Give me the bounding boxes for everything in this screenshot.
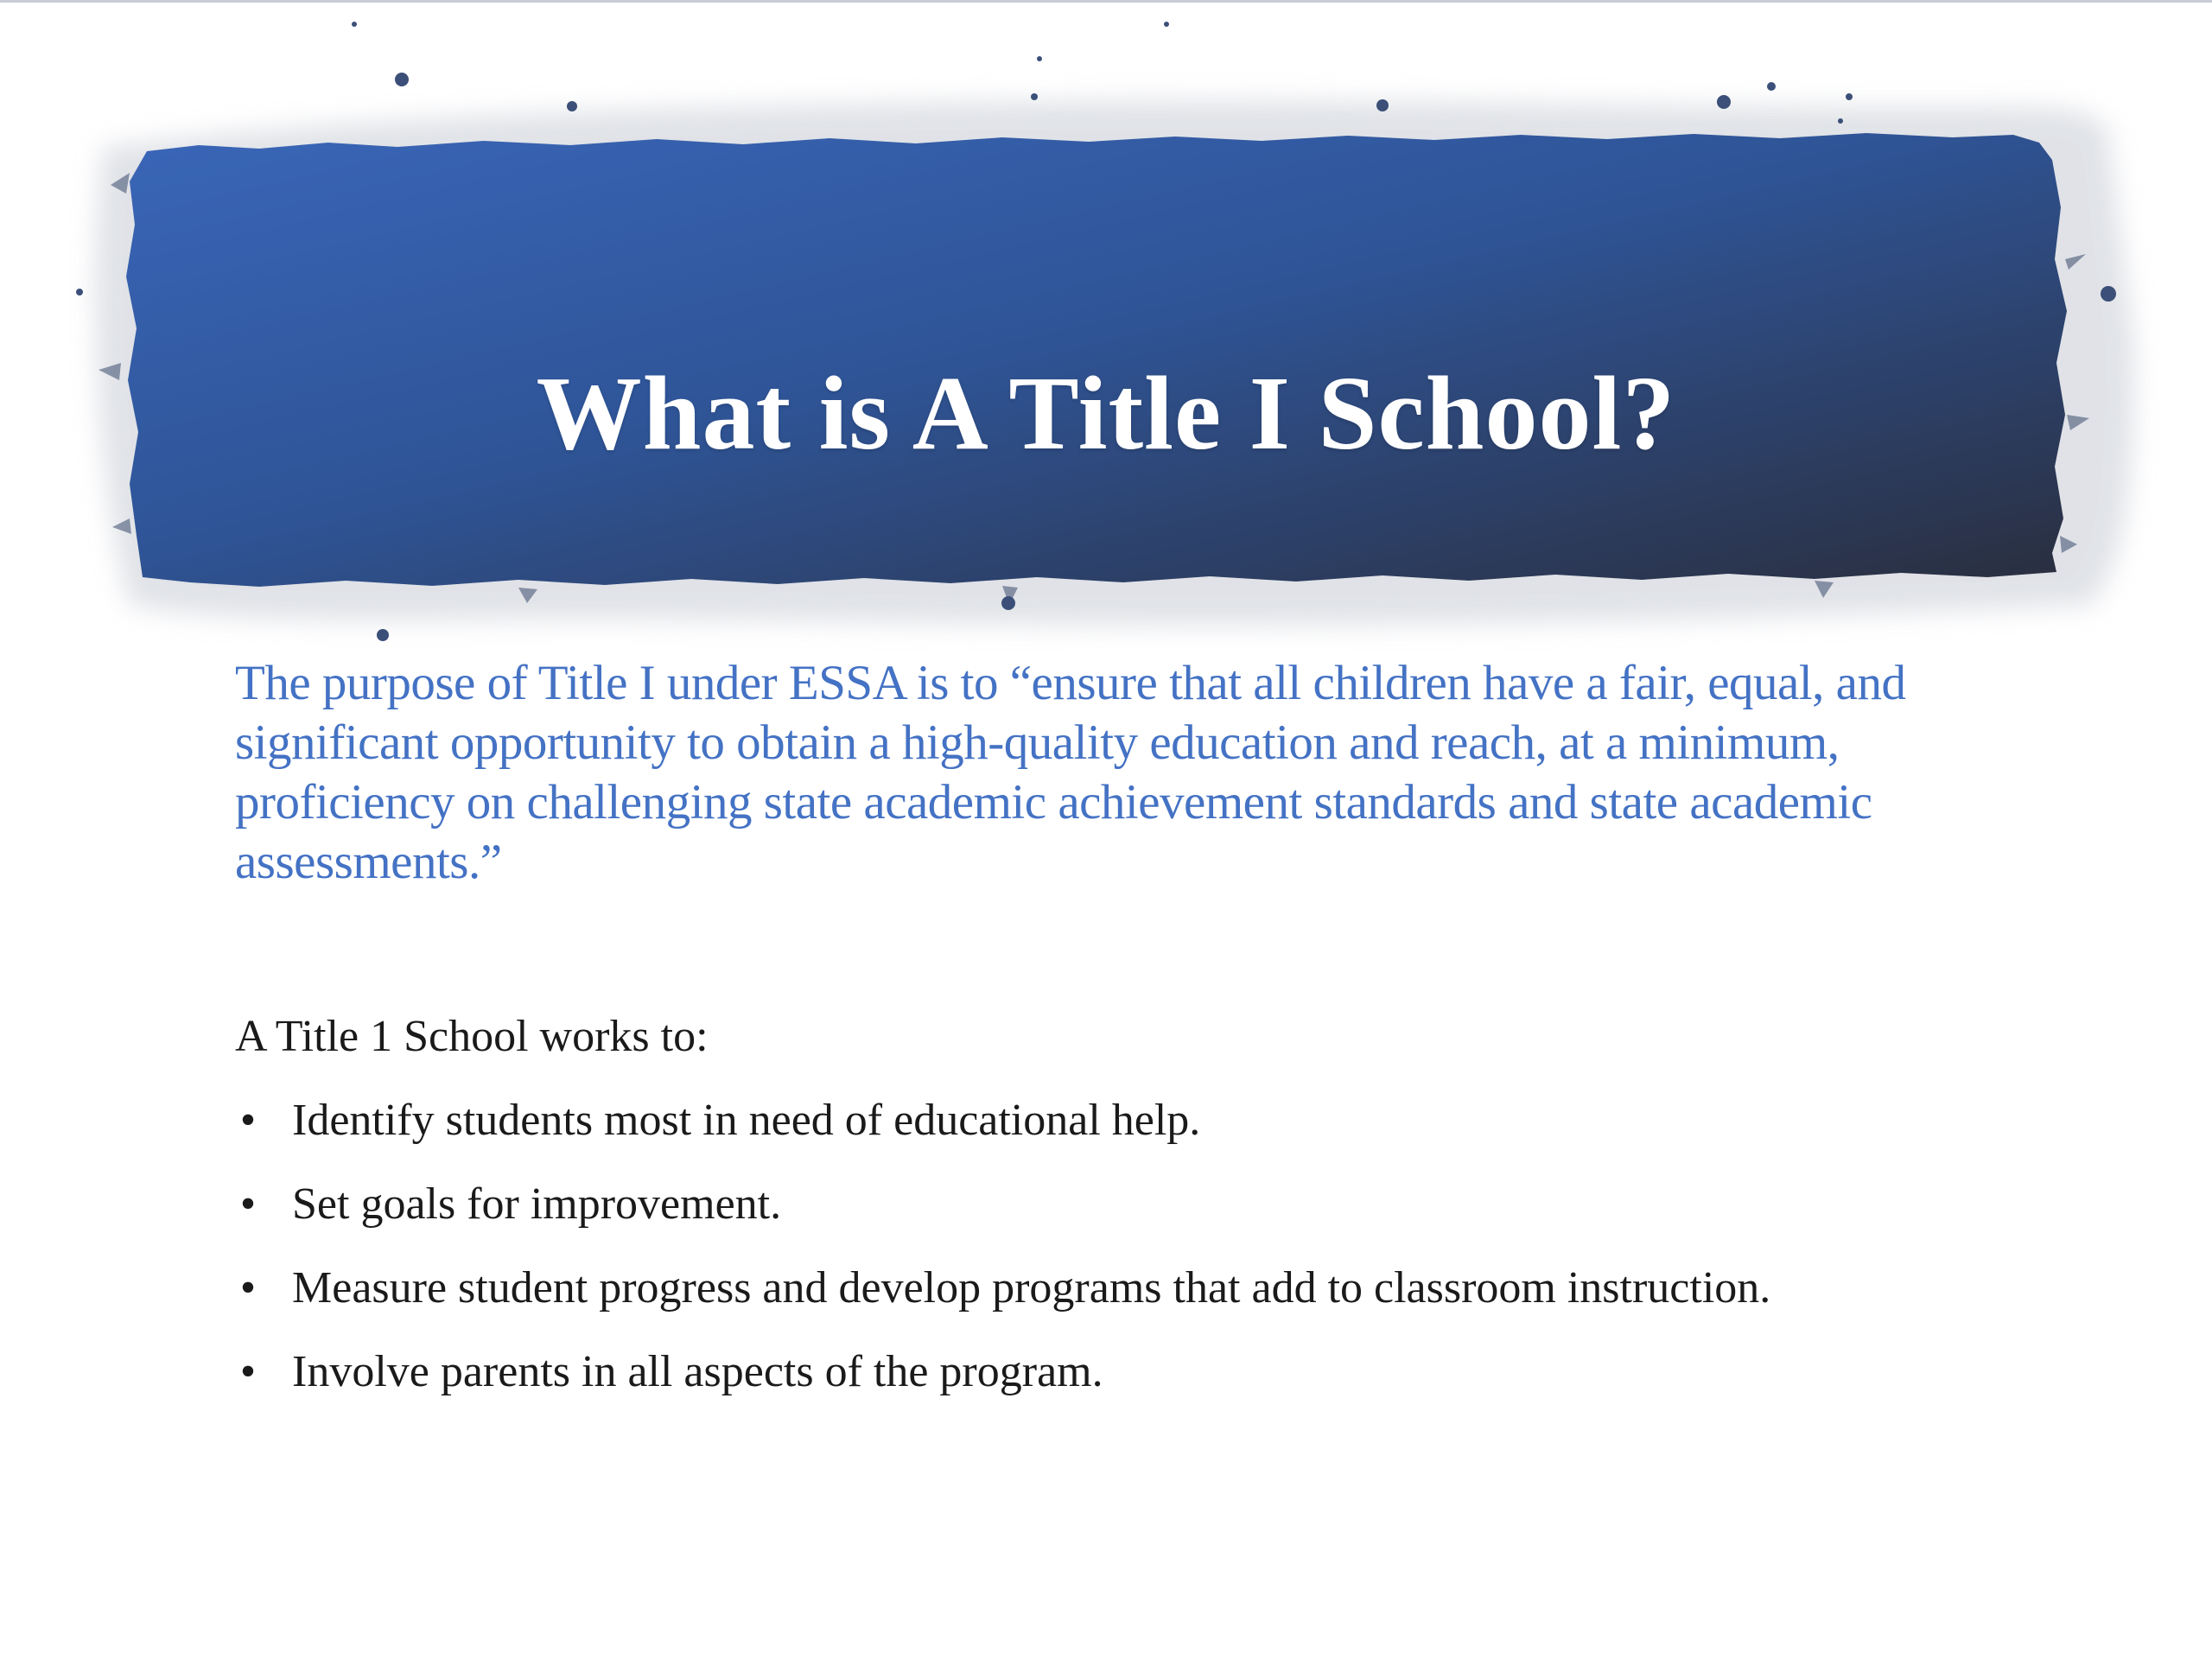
list-item bbox=[235, 1258, 1770, 1319]
bullet-icon: • bbox=[239, 1179, 257, 1229]
list-item-text: Identify students most in need of educational help. bbox=[292, 1096, 1201, 1145]
brush-stroke-background bbox=[0, 0, 2212, 674]
list-item bbox=[235, 1174, 1770, 1235]
bullet-icon: • bbox=[239, 1096, 257, 1145]
slide-title: What is A Title I School? bbox=[536, 354, 1676, 472]
works-to-intro: A Title 1 School works to: bbox=[235, 1012, 709, 1061]
title-banner bbox=[0, 0, 2212, 674]
goals-list bbox=[235, 1090, 1770, 1426]
essa-purpose-quote: The purpose of Title I under ESSA is to “ensure that all children have a fair, equal, and significant opportunity to obtain a high-quality education and reach, at a minimum, proficiency on challenging state academic achievement standards and state academic assessments.” bbox=[235, 656, 1906, 889]
list-item-text: Measure student progress and develop programs that add to classroom instruction. bbox=[292, 1263, 1771, 1313]
bullet-icon: • bbox=[239, 1347, 257, 1396]
list-item-text: Involve parents in all aspects of the program. bbox=[292, 1347, 1103, 1396]
list-item-text: Set goals for improvement. bbox=[292, 1179, 782, 1229]
list-item bbox=[235, 1342, 1770, 1402]
list-item bbox=[235, 1090, 1770, 1151]
bullet-icon: • bbox=[239, 1263, 257, 1313]
